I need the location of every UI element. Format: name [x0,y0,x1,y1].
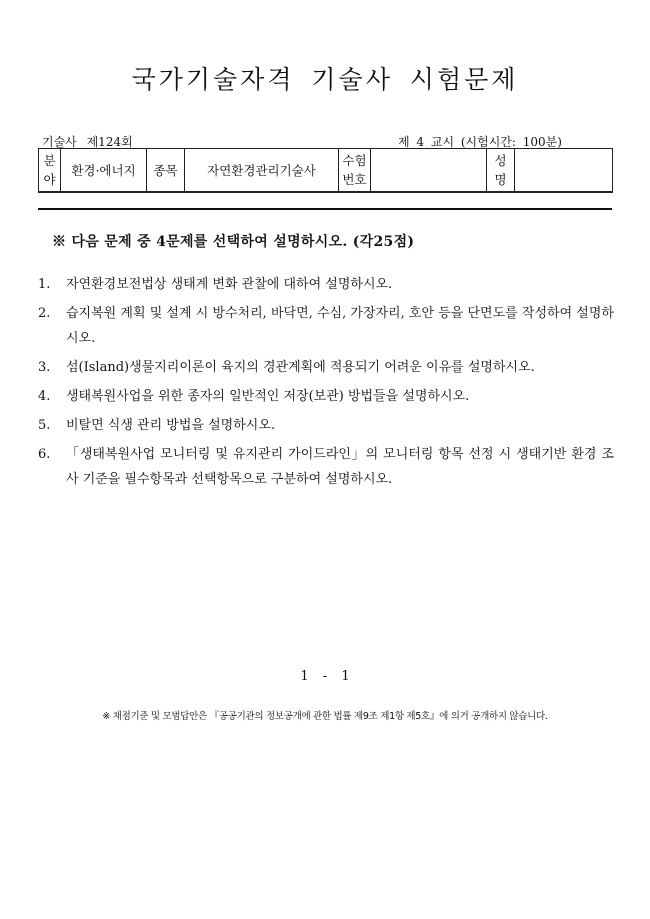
question-item [38,384,614,409]
category-value: 자연환경관리기술사 [185,149,339,193]
question-item [38,301,614,351]
field-value: 환경·에너지 [61,149,147,193]
footer-note: ※ 채점기준 및 모범답안은 『공공기관의 정보공개에 관한 법률 제9조 제1항 제5호』에 의거 공개하지 않습니다. [102,711,548,722]
category-label: 종목 [147,149,185,193]
question-text: 「생태복원사업 모니터링 및 유지관리 가이드라인」의 모니터링 항목 선정 시 생태기반 환경 조사 기준을 필수항목과 선택항목으로 구분하여 설명하시오. [66,447,614,487]
exam-number-label: 수험 번호 [339,149,371,193]
question-number: 5. [38,418,51,433]
question-item [38,413,614,438]
page-number: 1 - 1 [300,669,350,684]
question-text: 섬(Island)생물지리이론이 육지의 경관계획에 적용되기 어려운 이유를 설명하시오. [66,360,535,375]
name-field[interactable] [515,149,613,193]
question-list [38,272,614,496]
question-text: 습지복원 계획 및 설계 시 방수처리, 바닥면, 수심, 가장자리, 호안 등을 단면도를 작성하여 설명하시오. [66,306,614,346]
exam-title: 국가기술자격 기술사 시험문제 [131,65,519,94]
question-text: 생태복원사업을 위한 종자의 일반적인 저장(보관) 방법들을 설명하시오. [66,389,470,404]
exam-info-table [38,148,613,193]
question-text: 비탈면 식생 관리 방법을 설명하시오. [66,418,276,433]
divider-rule [38,208,612,210]
question-number: 3. [38,360,51,375]
question-item [38,272,614,297]
question-number: 1. [38,277,51,292]
exam-round: 기술사 제124회 [42,135,133,149]
question-item [38,442,614,492]
question-item [38,355,614,380]
exam-number-field[interactable] [371,149,487,193]
name-label: 성 명 [487,149,515,193]
question-number: 6. [38,447,51,462]
exam-session: 제 4 교시 (시험시간: 100분) [398,135,562,149]
question-number: 4. [38,389,51,404]
instruction-text: ※ 다음 문제 중 4문제를 선택하여 설명하시오. (각25점) [52,234,415,250]
question-text: 자연환경보전법상 생태계 변화 관찰에 대하여 설명하시오. [66,277,393,292]
field-label: 분 야 [39,149,61,193]
question-number: 2. [38,306,51,321]
